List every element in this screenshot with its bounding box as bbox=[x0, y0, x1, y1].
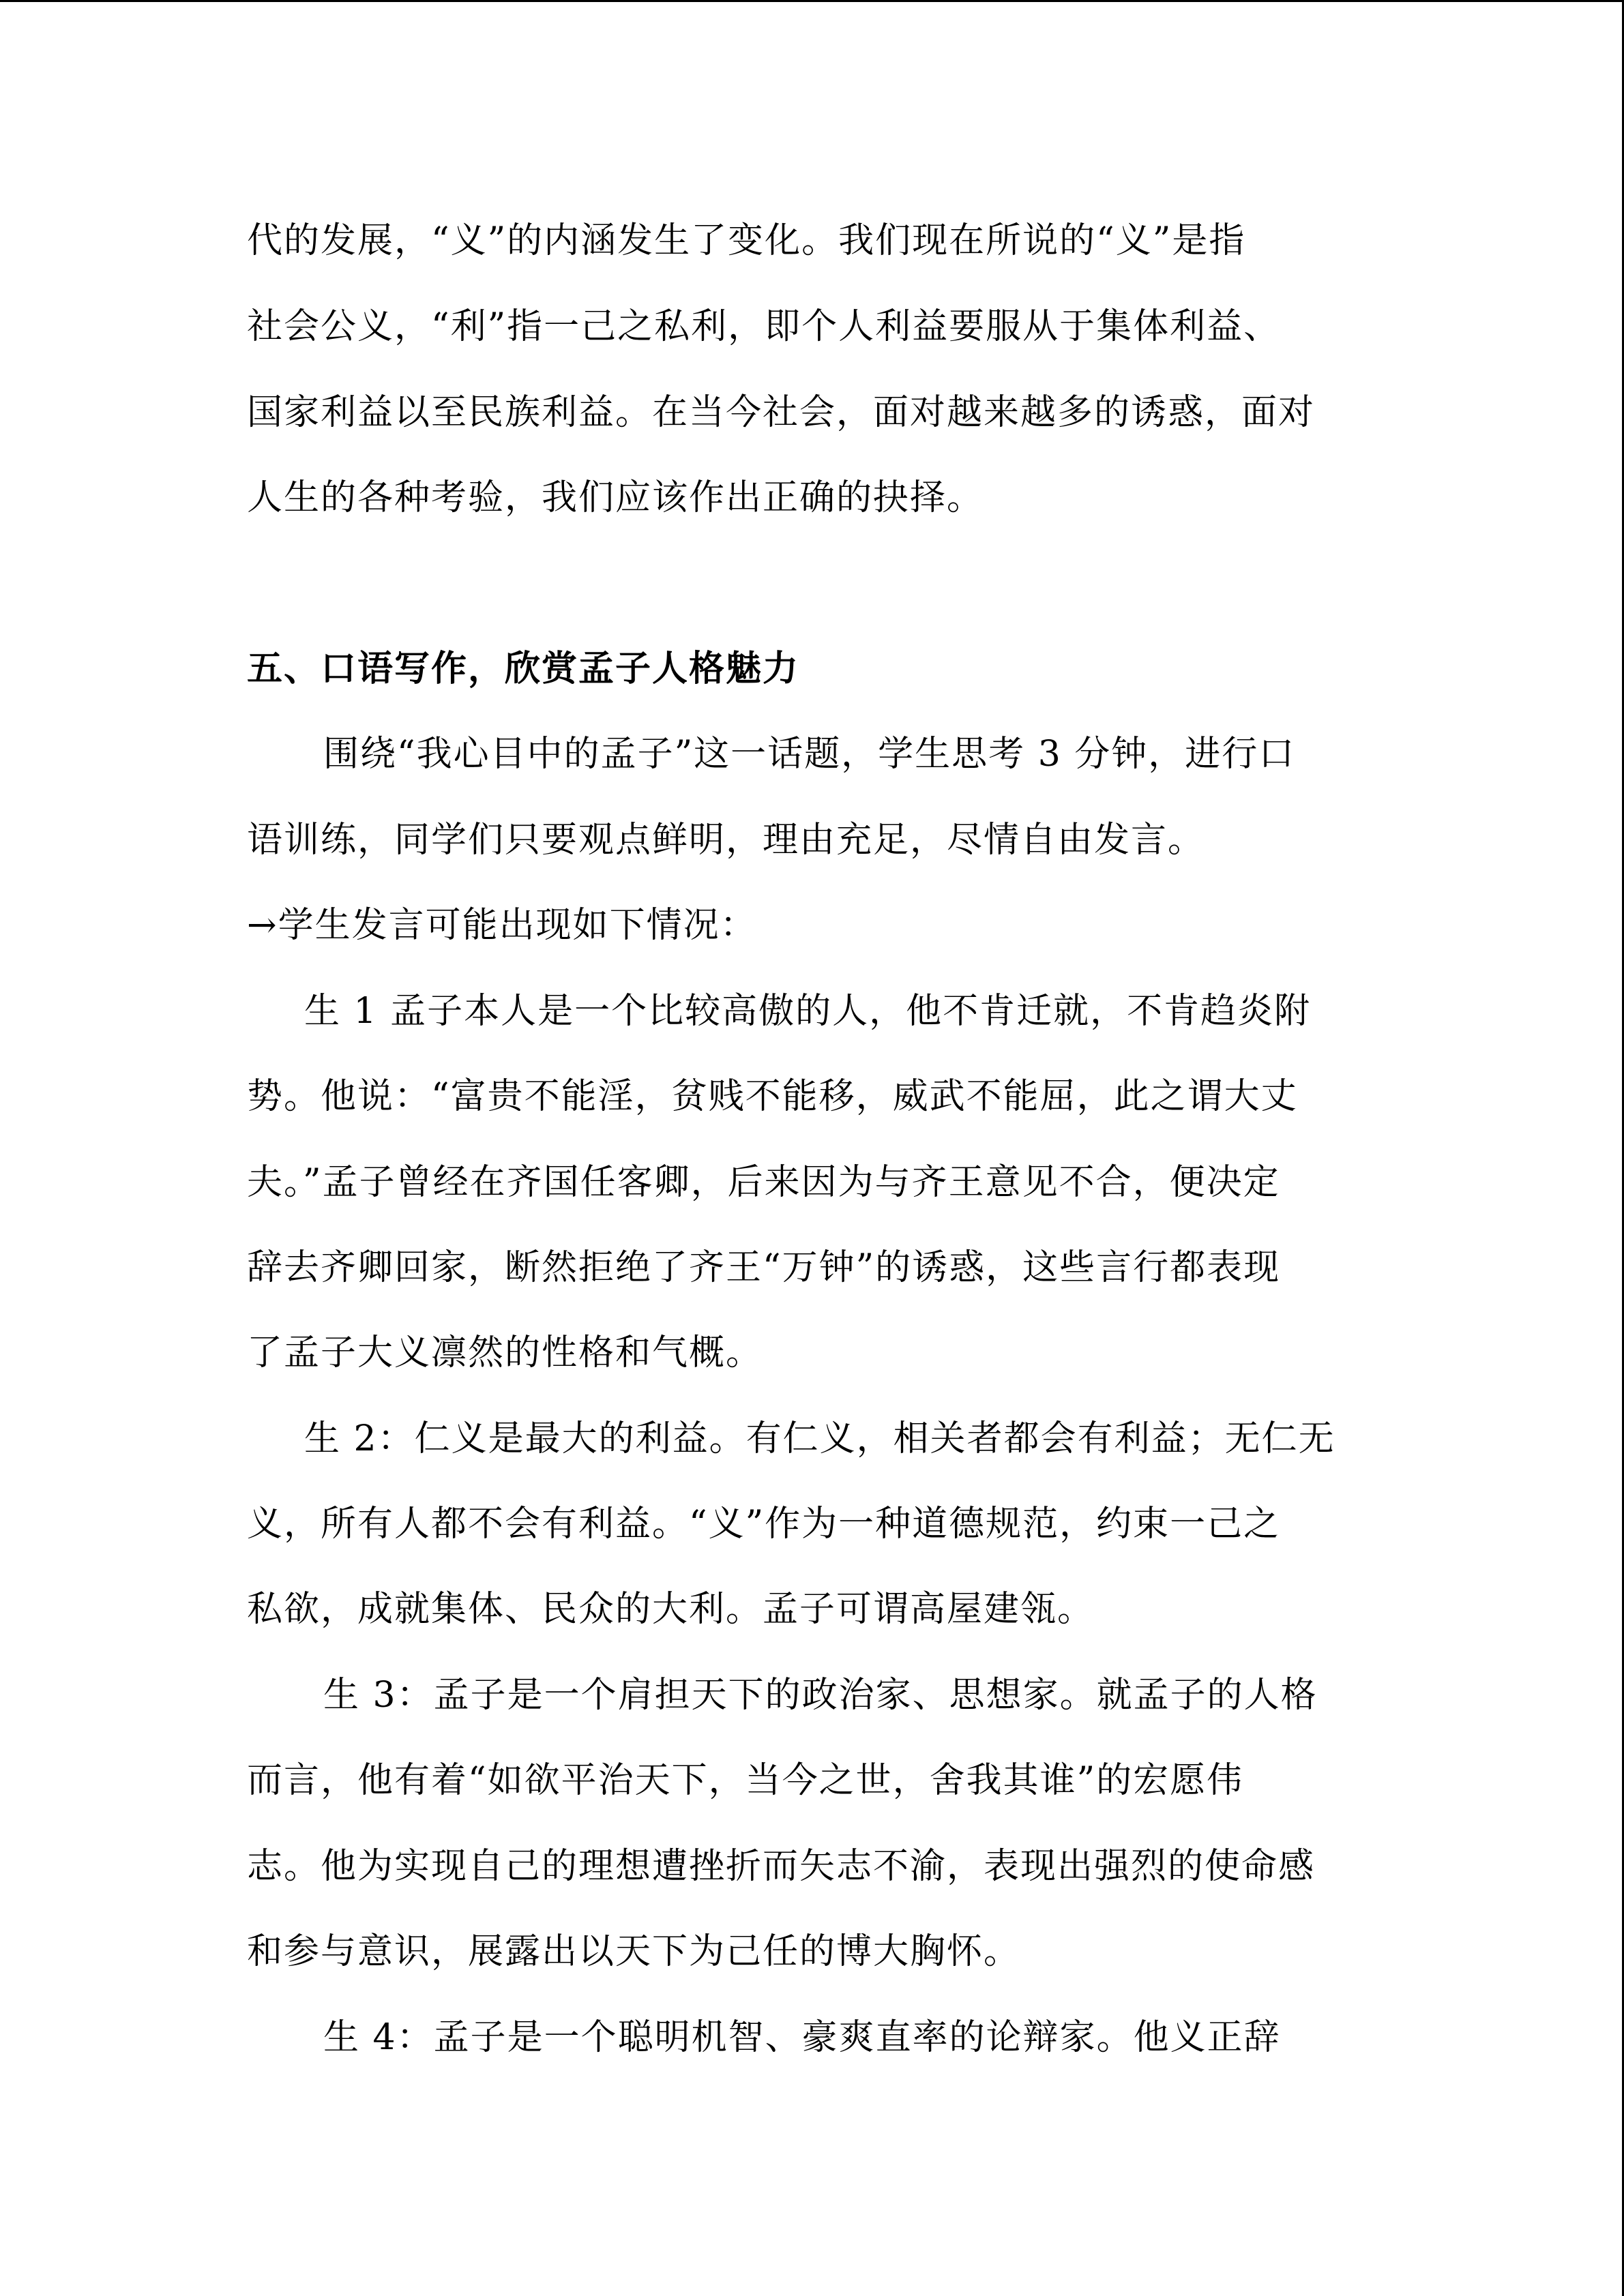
text-line: 语训练，同学们只要观点鲜明，理由充足，尽情自由发言。 bbox=[247, 820, 1205, 861]
text-line: 代的发展，“义”的内涵发生了变化。我们现在所说的“义”是指 bbox=[247, 220, 1246, 261]
text-line: 生 1 孟子本人是一个比较高傲的人，他不肯迁就，不肯趋炎附 bbox=[304, 991, 1312, 1032]
text-line: 义，所有人都不会有利益。“义”作为一种道德规范，约束一己之 bbox=[247, 1504, 1281, 1545]
section-heading: 五、口语写作，欣赏孟子人格魅力 bbox=[247, 648, 800, 689]
text-line: 人生的各种考验，我们应该作出正确的抉择。 bbox=[247, 477, 984, 518]
text-line: 生 3：孟子是一个肩担天下的政治家、思想家。就孟子的人格 bbox=[323, 1675, 1318, 1716]
text-line: 社会公义，“利”指一己之私利，即个人利益要服从于集体利益、 bbox=[247, 306, 1281, 347]
text-line: 夫。”孟子曾经在齐国任客卿，后来因为与齐王意见不合，便决定 bbox=[247, 1162, 1280, 1203]
text-line: 围绕“我心目中的孟子”这一话题，学生思考 3 分钟，进行口 bbox=[323, 734, 1296, 775]
text-line: 私欲，成就集体、民众的大利。孟子可谓高屋建瓴。 bbox=[247, 1589, 1095, 1630]
text-line: 生 2：仁义是最大的利益。有仁义，相关者都会有利益；无仁无 bbox=[304, 1418, 1335, 1459]
text-line: →学生发言可能出现如下情况： bbox=[247, 905, 757, 946]
text-line: 辞去齐卿回家，断然拒绝了齐王“万钟”的诱惑，这些言行都表现 bbox=[247, 1247, 1281, 1288]
text-line: 而言，他有着“如欲平治天下，当今之世，舍我其谁”的宏愿伟 bbox=[247, 1760, 1244, 1801]
text-line: 了孟子大义凛然的性格和气概。 bbox=[247, 1332, 763, 1373]
text-line: 志。他为实现自己的理想遭挫折而矢志不渝，表现出强烈的使命感 bbox=[247, 1846, 1316, 1887]
text-line: 势。他说：“富贵不能淫，贫贱不能移，威武不能屈，此之谓大丈 bbox=[247, 1076, 1298, 1117]
text-line: 生 4：孟子是一个聪明机智、豪爽直率的论辩家。他义正辞 bbox=[323, 2017, 1281, 2058]
text-line: 国家利益以至民族利益。在当今社会，面对越来越多的诱惑，面对 bbox=[247, 392, 1316, 433]
text-line: 和参与意识，展露出以天下为己任的博大胸怀。 bbox=[247, 1931, 1021, 1972]
